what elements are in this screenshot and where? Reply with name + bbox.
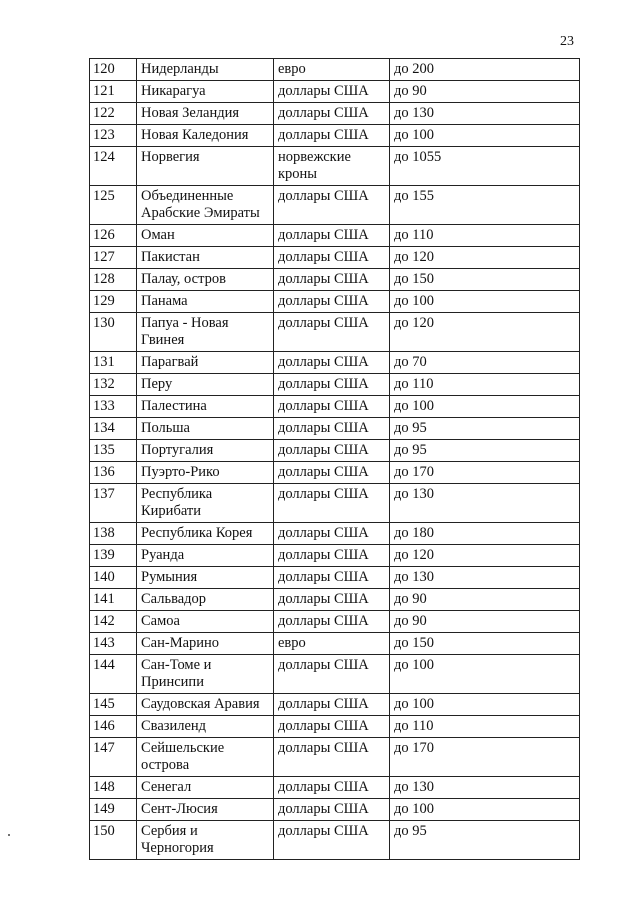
- currency-cell: доллары США: [274, 81, 390, 103]
- amount-cell: до 110: [390, 225, 580, 247]
- table-row: [90, 374, 580, 396]
- country-cell: Палестина: [137, 396, 274, 418]
- row-number-cell: 128: [90, 269, 137, 291]
- country-cell: Самоа: [137, 611, 274, 633]
- currency-cell: доллары США: [274, 777, 390, 799]
- country-cell: Перу: [137, 374, 274, 396]
- amount-cell: до 95: [390, 440, 580, 462]
- amount-cell: до 100: [390, 396, 580, 418]
- row-number-cell: 122: [90, 103, 137, 125]
- currency-cell: доллары США: [274, 738, 390, 777]
- table-row: [90, 103, 580, 125]
- currency-cell: доллары США: [274, 374, 390, 396]
- table-row: [90, 821, 580, 860]
- table-row: [90, 352, 580, 374]
- row-number-cell: 130: [90, 313, 137, 352]
- currency-cell: доллары США: [274, 269, 390, 291]
- row-number-cell: 131: [90, 352, 137, 374]
- country-cell: Сальвадор: [137, 589, 274, 611]
- amount-cell: до 1055: [390, 147, 580, 186]
- table-row: [90, 59, 580, 81]
- row-number-cell: 147: [90, 738, 137, 777]
- country-cell: Никарагуа: [137, 81, 274, 103]
- country-cell: Сенегал: [137, 777, 274, 799]
- amount-cell: до 120: [390, 247, 580, 269]
- country-cell: Свазиленд: [137, 716, 274, 738]
- currency-cell: евро: [274, 59, 390, 81]
- table-row: [90, 186, 580, 225]
- amount-cell: до 100: [390, 125, 580, 147]
- country-cell: Сербия и Черногория: [137, 821, 274, 860]
- currency-cell: доллары США: [274, 313, 390, 352]
- country-cell: Палау, остров: [137, 269, 274, 291]
- row-number-cell: 144: [90, 655, 137, 694]
- country-cell: Саудовская Аравия: [137, 694, 274, 716]
- row-number-cell: 143: [90, 633, 137, 655]
- country-cell: Папуа - Новая Гвинея: [137, 313, 274, 352]
- amount-cell: до 200: [390, 59, 580, 81]
- table-row: [90, 291, 580, 313]
- country-cell: Парагвай: [137, 352, 274, 374]
- currency-cell: доллары США: [274, 291, 390, 313]
- amount-cell: до 100: [390, 694, 580, 716]
- currency-cell: доллары США: [274, 125, 390, 147]
- table-row: [90, 523, 580, 545]
- table-row: [90, 396, 580, 418]
- row-number-cell: 140: [90, 567, 137, 589]
- currency-cell: доллары США: [274, 611, 390, 633]
- table-row: [90, 655, 580, 694]
- row-number-cell: 146: [90, 716, 137, 738]
- table-row: [90, 440, 580, 462]
- table-row: [90, 147, 580, 186]
- row-number-cell: 120: [90, 59, 137, 81]
- country-cell: Португалия: [137, 440, 274, 462]
- currency-cell: доллары США: [274, 225, 390, 247]
- country-cell: Сан-Томе и Принсипи: [137, 655, 274, 694]
- table-row: [90, 545, 580, 567]
- currency-cell: доллары США: [274, 655, 390, 694]
- table-row: [90, 716, 580, 738]
- amount-cell: до 130: [390, 567, 580, 589]
- row-number-cell: 134: [90, 418, 137, 440]
- amount-cell: до 170: [390, 462, 580, 484]
- table-row: [90, 225, 580, 247]
- country-cell: Сейшельские острова: [137, 738, 274, 777]
- currency-cell: доллары США: [274, 694, 390, 716]
- country-cell: Сан-Марино: [137, 633, 274, 655]
- country-cell: Пакистан: [137, 247, 274, 269]
- currency-cell: доллары США: [274, 352, 390, 374]
- row-number-cell: 126: [90, 225, 137, 247]
- table-body: [90, 59, 580, 860]
- table-row: [90, 777, 580, 799]
- amount-cell: до 90: [390, 81, 580, 103]
- country-cell: Республика Кирибати: [137, 484, 274, 523]
- row-number-cell: 121: [90, 81, 137, 103]
- currency-cell: доллары США: [274, 799, 390, 821]
- row-number-cell: 129: [90, 291, 137, 313]
- currency-cell: норвежские кроны: [274, 147, 390, 186]
- currency-cell: доллары США: [274, 396, 390, 418]
- amount-cell: до 130: [390, 103, 580, 125]
- currency-cell: евро: [274, 633, 390, 655]
- amount-cell: до 110: [390, 374, 580, 396]
- country-cell: Пуэрто-Рико: [137, 462, 274, 484]
- country-cell: Республика Корея: [137, 523, 274, 545]
- country-cell: Нидерланды: [137, 59, 274, 81]
- currency-cell: доллары США: [274, 567, 390, 589]
- currency-cell: доллары США: [274, 821, 390, 860]
- table-row: [90, 462, 580, 484]
- page-number: 23: [560, 34, 574, 49]
- row-number-cell: 136: [90, 462, 137, 484]
- currency-cell: доллары США: [274, 440, 390, 462]
- amount-cell: до 130: [390, 484, 580, 523]
- table-row: [90, 633, 580, 655]
- row-number-cell: 125: [90, 186, 137, 225]
- currency-cell: доллары США: [274, 523, 390, 545]
- row-number-cell: 141: [90, 589, 137, 611]
- table-row: [90, 81, 580, 103]
- country-cell: Норвегия: [137, 147, 274, 186]
- row-number-cell: 145: [90, 694, 137, 716]
- amount-cell: до 90: [390, 589, 580, 611]
- table-row: [90, 738, 580, 777]
- country-cell: Объединенные Арабские Эмираты: [137, 186, 274, 225]
- amount-cell: до 180: [390, 523, 580, 545]
- country-cell: Оман: [137, 225, 274, 247]
- row-number-cell: 148: [90, 777, 137, 799]
- country-cell: Румыния: [137, 567, 274, 589]
- table-row: [90, 269, 580, 291]
- row-number-cell: 124: [90, 147, 137, 186]
- amount-cell: до 150: [390, 269, 580, 291]
- row-number-cell: 132: [90, 374, 137, 396]
- amount-cell: до 90: [390, 611, 580, 633]
- table-row: [90, 125, 580, 147]
- table-row: [90, 418, 580, 440]
- amount-cell: до 150: [390, 633, 580, 655]
- table-row: [90, 247, 580, 269]
- row-number-cell: 142: [90, 611, 137, 633]
- scan-speck: [8, 834, 10, 836]
- currency-cell: доллары США: [274, 103, 390, 125]
- country-cell: Новая Каледония: [137, 125, 274, 147]
- table-row: [90, 484, 580, 523]
- country-cell: Панама: [137, 291, 274, 313]
- amount-cell: до 155: [390, 186, 580, 225]
- table-row: [90, 799, 580, 821]
- country-cell: Новая Зеландия: [137, 103, 274, 125]
- row-number-cell: 139: [90, 545, 137, 567]
- country-cell: Польша: [137, 418, 274, 440]
- amount-cell: до 100: [390, 291, 580, 313]
- currency-cell: доллары США: [274, 589, 390, 611]
- amount-cell: до 95: [390, 821, 580, 860]
- currency-cell: доллары США: [274, 545, 390, 567]
- amount-cell: до 100: [390, 655, 580, 694]
- row-number-cell: 135: [90, 440, 137, 462]
- currency-cell: доллары США: [274, 186, 390, 225]
- row-number-cell: 137: [90, 484, 137, 523]
- currency-cell: доллары США: [274, 716, 390, 738]
- currency-cell: доллары США: [274, 462, 390, 484]
- currency-cell: доллары США: [274, 484, 390, 523]
- table-row: [90, 313, 580, 352]
- currency-cell: доллары США: [274, 247, 390, 269]
- row-number-cell: 123: [90, 125, 137, 147]
- row-number-cell: 127: [90, 247, 137, 269]
- table-row: [90, 694, 580, 716]
- amount-cell: до 100: [390, 799, 580, 821]
- currency-cell: доллары США: [274, 418, 390, 440]
- row-number-cell: 133: [90, 396, 137, 418]
- amount-cell: до 95: [390, 418, 580, 440]
- country-cell: Сент-Люсия: [137, 799, 274, 821]
- amount-cell: до 120: [390, 313, 580, 352]
- amount-cell: до 120: [390, 545, 580, 567]
- table-row: [90, 611, 580, 633]
- row-number-cell: 138: [90, 523, 137, 545]
- table-row: [90, 589, 580, 611]
- allowance-rates-table: [89, 58, 580, 860]
- amount-cell: до 170: [390, 738, 580, 777]
- amount-cell: до 70: [390, 352, 580, 374]
- row-number-cell: 150: [90, 821, 137, 860]
- row-number-cell: 149: [90, 799, 137, 821]
- country-cell: Руанда: [137, 545, 274, 567]
- amount-cell: до 130: [390, 777, 580, 799]
- table-row: [90, 567, 580, 589]
- amount-cell: до 110: [390, 716, 580, 738]
